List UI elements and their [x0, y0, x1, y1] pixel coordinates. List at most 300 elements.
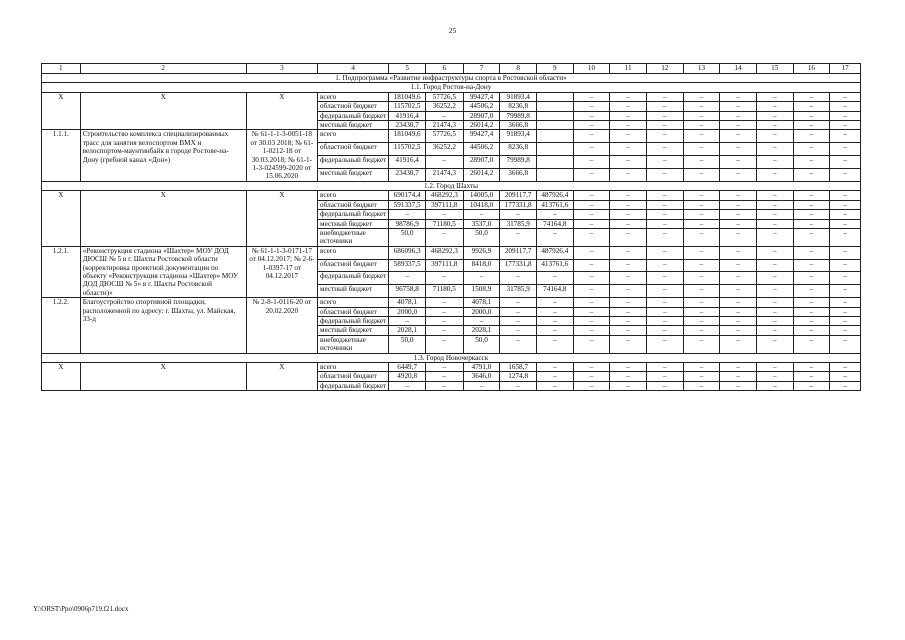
- value-cell: –: [425, 316, 463, 325]
- dash-cell: –: [683, 143, 720, 156]
- dash-cell: –: [830, 130, 861, 143]
- dash-cell: –: [573, 372, 610, 381]
- value-cell: 115702,5: [389, 143, 426, 156]
- value-cell: –: [389, 272, 426, 285]
- dash-cell: –: [793, 169, 830, 182]
- value-cell: 4078,1: [389, 298, 426, 307]
- value-cell: –: [500, 326, 537, 335]
- dash-cell: –: [830, 372, 861, 381]
- dash-cell: –: [573, 210, 610, 219]
- value-cell: 3537,0: [463, 219, 500, 228]
- dash-cell: –: [756, 143, 793, 156]
- dash-cell: –: [830, 92, 861, 101]
- dash-cell: –: [756, 372, 793, 381]
- value-cell: –: [500, 298, 537, 307]
- dash-cell: –: [720, 372, 757, 381]
- table-row: [42, 298, 861, 307]
- row-label: всего: [318, 130, 389, 143]
- dash-cell: –: [573, 272, 610, 285]
- row-label: местный бюджет: [318, 121, 389, 130]
- dash-cell: –: [720, 191, 757, 200]
- column-number: 1: [42, 64, 81, 74]
- value-cell: –: [536, 210, 573, 219]
- dash-cell: –: [573, 246, 610, 259]
- dash-cell: –: [793, 363, 830, 372]
- column-number: 10: [573, 64, 610, 74]
- value-cell: –: [500, 272, 537, 285]
- value-cell: –: [425, 326, 463, 335]
- dash-cell: –: [683, 372, 720, 381]
- dash-cell: –: [573, 335, 610, 353]
- dash-cell: –: [830, 228, 861, 246]
- value-cell: 31785,9: [500, 285, 537, 298]
- value-cell: –: [425, 363, 463, 372]
- item-document: № 61-1-1-3-0051-18 от 30.03 2018; № 61-1-0212-18 от 30.03.2018; № 61-1-1-3-024599-2020 от 15.06.2020: [246, 130, 317, 181]
- dash-cell: –: [646, 169, 683, 182]
- dash-cell: –: [683, 363, 720, 372]
- value-cell: [536, 111, 573, 120]
- dash-cell: –: [610, 169, 647, 182]
- dash-cell: –: [830, 210, 861, 219]
- value-cell: –: [463, 381, 500, 390]
- column-number: 15: [756, 64, 793, 74]
- dash-cell: –: [720, 298, 757, 307]
- dash-cell: –: [830, 219, 861, 228]
- dash-cell: –: [610, 219, 647, 228]
- dash-cell: –: [830, 335, 861, 353]
- value-cell: 8236,8: [500, 102, 537, 111]
- value-cell: 6449,7: [389, 363, 426, 372]
- dash-cell: –: [793, 285, 830, 298]
- dash-cell: –: [830, 200, 861, 209]
- value-cell: –: [500, 335, 537, 353]
- dash-cell: –: [646, 272, 683, 285]
- dash-cell: –: [646, 130, 683, 143]
- value-cell: 96758,8: [389, 285, 426, 298]
- row-label: федеральный бюджет: [318, 156, 389, 169]
- value-cell: –: [425, 228, 463, 246]
- value-cell: 21474,3: [425, 169, 463, 182]
- dash-cell: –: [830, 111, 861, 120]
- value-cell: –: [500, 381, 537, 390]
- value-cell: 591337,5: [389, 200, 426, 209]
- value-cell: 209117,7: [500, 191, 537, 200]
- value-cell: 181049,6: [389, 130, 426, 143]
- dash-cell: –: [830, 363, 861, 372]
- dash-cell: –: [573, 191, 610, 200]
- dash-cell: –: [720, 200, 757, 209]
- column-number: 12: [646, 64, 683, 74]
- budget-table: [41, 63, 861, 391]
- dash-cell: –: [793, 102, 830, 111]
- value-cell: 115702,5: [389, 102, 426, 111]
- section-title: 1.2. Город Шахты: [42, 181, 861, 190]
- dash-cell: –: [756, 121, 793, 130]
- dash-cell: –: [756, 298, 793, 307]
- dash-cell: –: [683, 326, 720, 335]
- dash-cell: –: [830, 259, 861, 272]
- dash-cell: –: [683, 259, 720, 272]
- value-cell: 468292,3: [425, 246, 463, 259]
- value-cell: 397111,8: [425, 200, 463, 209]
- column-number-row: [42, 64, 861, 74]
- dash-cell: –: [720, 259, 757, 272]
- section-row: [42, 353, 861, 362]
- value-cell: –: [425, 307, 463, 316]
- dash-cell: –: [793, 298, 830, 307]
- dash-cell: –: [610, 285, 647, 298]
- dash-cell: –: [610, 381, 647, 390]
- column-number: 2: [80, 64, 246, 74]
- dash-cell: –: [756, 316, 793, 325]
- dash-cell: –: [720, 272, 757, 285]
- dash-cell: –: [610, 246, 647, 259]
- dash-cell: –: [610, 363, 647, 372]
- value-cell: 74164,8: [536, 219, 573, 228]
- dash-cell: –: [830, 272, 861, 285]
- dash-cell: –: [610, 210, 647, 219]
- value-cell: [536, 92, 573, 101]
- value-cell: –: [463, 210, 500, 219]
- row-label: местный бюджет: [318, 169, 389, 182]
- item-number: 1.2.2.: [42, 298, 81, 353]
- dash-cell: –: [830, 191, 861, 200]
- row-label: местный бюджет: [318, 326, 389, 335]
- dash-cell: –: [683, 102, 720, 111]
- x-mark: X: [80, 92, 246, 130]
- row-label: областной бюджет: [318, 102, 389, 111]
- row-label: всего: [318, 363, 389, 372]
- value-cell: 487926,4: [536, 246, 573, 259]
- dash-cell: –: [756, 335, 793, 353]
- dash-cell: –: [830, 121, 861, 130]
- section-title: 1.1. Город Ростов-на-Дону: [42, 83, 861, 92]
- row-label: федеральный бюджет: [318, 316, 389, 325]
- x-mark: X: [246, 363, 317, 391]
- value-cell: 4078,1: [463, 298, 500, 307]
- dash-cell: –: [756, 259, 793, 272]
- row-label: местный бюджет: [318, 285, 389, 298]
- value-cell: 23430,7: [389, 169, 426, 182]
- value-cell: 468292,3: [425, 191, 463, 200]
- value-cell: –: [500, 228, 537, 246]
- dash-cell: –: [720, 130, 757, 143]
- dash-cell: –: [610, 228, 647, 246]
- dash-cell: –: [683, 210, 720, 219]
- dash-cell: –: [793, 156, 830, 169]
- dash-cell: –: [720, 92, 757, 101]
- dash-cell: –: [610, 259, 647, 272]
- dash-cell: –: [610, 372, 647, 381]
- dash-cell: –: [683, 307, 720, 316]
- dash-cell: –: [610, 200, 647, 209]
- value-cell: [536, 130, 573, 143]
- value-cell: 2000,0: [463, 307, 500, 316]
- value-cell: 31785,9: [500, 219, 537, 228]
- value-cell: 26014,2: [463, 121, 500, 130]
- table-row: [42, 130, 861, 143]
- row-label: федеральный бюджет: [318, 111, 389, 120]
- x-mark: X: [246, 191, 317, 246]
- value-cell: 3646,0: [463, 372, 500, 381]
- column-number: 13: [683, 64, 720, 74]
- dash-cell: –: [683, 246, 720, 259]
- dash-cell: –: [573, 228, 610, 246]
- page-number: 25: [448, 26, 457, 35]
- row-label: федеральный бюджет: [318, 381, 389, 390]
- value-cell: –: [536, 381, 573, 390]
- dash-cell: –: [683, 111, 720, 120]
- value-cell: –: [536, 326, 573, 335]
- table-row: [42, 191, 861, 200]
- value-cell: 71180,5: [425, 285, 463, 298]
- item-name: «Реконструкция стадиона «Шахтер» МОУ ДОД ДЮСШ № 5 в г. Шахты Ростовской области (корректировка проектной документации по объекту «Реконструкция стадиона «Шахтер» МОУ ДОД ДЮСШ № 5» в г. Шахты Ростовской области)»: [80, 246, 246, 297]
- dash-cell: –: [646, 259, 683, 272]
- dash-cell: –: [756, 285, 793, 298]
- dash-cell: –: [720, 285, 757, 298]
- value-cell: 181049,6: [389, 92, 426, 101]
- dash-cell: –: [573, 381, 610, 390]
- dash-cell: –: [830, 246, 861, 259]
- value-cell: 4920,8: [389, 372, 426, 381]
- value-cell: 50,0: [389, 228, 426, 246]
- column-number: 5: [389, 64, 426, 74]
- dash-cell: –: [720, 381, 757, 390]
- value-cell: –: [389, 210, 426, 219]
- dash-cell: –: [573, 169, 610, 182]
- value-cell: 91893,4: [500, 130, 537, 143]
- dash-cell: –: [756, 307, 793, 316]
- dash-cell: –: [793, 307, 830, 316]
- value-cell: 36252,2: [425, 102, 463, 111]
- dash-cell: –: [646, 92, 683, 101]
- column-number: 6: [425, 64, 463, 74]
- value-cell: 99427,4: [463, 130, 500, 143]
- value-cell: 1274,8: [500, 372, 537, 381]
- dash-cell: –: [683, 316, 720, 325]
- row-label: внебюджетные источники: [318, 228, 389, 246]
- dash-cell: –: [683, 130, 720, 143]
- column-number: 7: [463, 64, 500, 74]
- dash-cell: –: [720, 111, 757, 120]
- dash-cell: –: [610, 111, 647, 120]
- dash-cell: –: [610, 298, 647, 307]
- column-number: 11: [610, 64, 647, 74]
- section-row: [42, 181, 861, 190]
- dash-cell: –: [720, 210, 757, 219]
- value-cell: 36252,2: [425, 143, 463, 156]
- value-cell: –: [425, 381, 463, 390]
- dash-cell: –: [610, 121, 647, 130]
- dash-cell: –: [830, 143, 861, 156]
- dash-cell: –: [573, 102, 610, 111]
- dash-cell: –: [756, 326, 793, 335]
- value-cell: [536, 121, 573, 130]
- row-label: областной бюджет: [318, 259, 389, 272]
- dash-cell: –: [683, 200, 720, 209]
- table-row: [42, 363, 861, 372]
- table-body: [42, 64, 861, 391]
- x-mark: X: [42, 92, 81, 130]
- dash-cell: –: [610, 92, 647, 101]
- dash-cell: –: [610, 130, 647, 143]
- dash-cell: –: [573, 200, 610, 209]
- dash-cell: –: [646, 219, 683, 228]
- value-cell: 41916,4: [389, 111, 426, 120]
- dash-cell: –: [573, 111, 610, 120]
- value-cell: 44506,2: [463, 143, 500, 156]
- dash-cell: –: [646, 191, 683, 200]
- value-cell: 690174,4: [389, 191, 426, 200]
- value-cell: 209117,7: [500, 246, 537, 259]
- value-cell: –: [425, 111, 463, 120]
- value-cell: 23430,7: [389, 121, 426, 130]
- dash-cell: –: [830, 381, 861, 390]
- dash-cell: –: [793, 219, 830, 228]
- x-mark: X: [80, 363, 246, 391]
- row-label: областной бюджет: [318, 372, 389, 381]
- value-cell: –: [425, 335, 463, 353]
- dash-cell: –: [793, 335, 830, 353]
- value-cell: 177331,8: [500, 259, 537, 272]
- dash-cell: –: [756, 92, 793, 101]
- column-number: 4: [318, 64, 389, 74]
- dash-cell: –: [793, 191, 830, 200]
- value-cell: 177331,8: [500, 200, 537, 209]
- dash-cell: –: [573, 326, 610, 335]
- dash-cell: –: [720, 156, 757, 169]
- column-number: 8: [500, 64, 537, 74]
- value-cell: –: [425, 372, 463, 381]
- row-label: внебюджетные источники: [318, 335, 389, 353]
- dash-cell: –: [646, 381, 683, 390]
- dash-cell: –: [756, 200, 793, 209]
- value-cell: –: [500, 307, 537, 316]
- dash-cell: –: [573, 121, 610, 130]
- dash-cell: –: [610, 335, 647, 353]
- value-cell: 487926,4: [536, 191, 573, 200]
- dash-cell: –: [683, 381, 720, 390]
- dash-cell: –: [756, 210, 793, 219]
- dash-cell: –: [720, 326, 757, 335]
- x-mark: X: [42, 363, 81, 391]
- dash-cell: –: [720, 316, 757, 325]
- dash-cell: –: [646, 228, 683, 246]
- dash-cell: –: [756, 169, 793, 182]
- value-cell: 28907,0: [463, 111, 500, 120]
- value-cell: 2028,1: [463, 326, 500, 335]
- value-cell: –: [389, 381, 426, 390]
- dash-cell: –: [756, 219, 793, 228]
- value-cell: [536, 102, 573, 111]
- dash-cell: –: [683, 191, 720, 200]
- dash-cell: –: [756, 111, 793, 120]
- dash-cell: –: [646, 102, 683, 111]
- dash-cell: –: [720, 121, 757, 130]
- value-cell: –: [536, 272, 573, 285]
- item-name: Благоустройство спортивной площадки, расположенной по адресу: г. Шахты, ул. Майская, 33-д: [80, 298, 246, 353]
- value-cell: 57726,5: [425, 130, 463, 143]
- value-cell: 413761,6: [536, 259, 573, 272]
- row-label: областной бюджет: [318, 200, 389, 209]
- dash-cell: –: [793, 372, 830, 381]
- value-cell: 2000,0: [389, 307, 426, 316]
- file-path-footer: Y:\ORST\Ppo\0906p719.f21.docx: [33, 605, 129, 613]
- section-row: [42, 83, 861, 92]
- column-number: 16: [793, 64, 830, 74]
- dash-cell: –: [683, 285, 720, 298]
- dash-cell: –: [720, 246, 757, 259]
- dash-cell: –: [793, 130, 830, 143]
- value-cell: 3666,8: [500, 169, 537, 182]
- value-cell: 21474,3: [425, 121, 463, 130]
- dash-cell: –: [793, 381, 830, 390]
- dash-cell: –: [683, 92, 720, 101]
- value-cell: –: [425, 272, 463, 285]
- dash-cell: –: [610, 143, 647, 156]
- dash-cell: –: [683, 335, 720, 353]
- value-cell: –: [500, 210, 537, 219]
- value-cell: –: [536, 298, 573, 307]
- value-cell: –: [536, 228, 573, 246]
- dash-cell: –: [756, 130, 793, 143]
- value-cell: 686096,3: [389, 246, 426, 259]
- value-cell: –: [536, 335, 573, 353]
- table-row: [42, 92, 861, 101]
- x-mark: X: [80, 191, 246, 246]
- dash-cell: –: [830, 156, 861, 169]
- value-cell: 9926,9: [463, 246, 500, 259]
- value-cell: –: [536, 316, 573, 325]
- dash-cell: –: [720, 219, 757, 228]
- dash-cell: –: [610, 316, 647, 325]
- dash-cell: –: [610, 156, 647, 169]
- value-cell: 28907,0: [463, 156, 500, 169]
- value-cell: 2028,1: [389, 326, 426, 335]
- value-cell: 3666,8: [500, 121, 537, 130]
- dash-cell: –: [793, 246, 830, 259]
- dash-cell: –: [573, 307, 610, 316]
- dash-cell: –: [793, 92, 830, 101]
- dash-cell: –: [793, 200, 830, 209]
- value-cell: –: [425, 210, 463, 219]
- dash-cell: –: [610, 191, 647, 200]
- value-cell: 413761,6: [536, 200, 573, 209]
- dash-cell: –: [683, 219, 720, 228]
- dash-cell: –: [573, 156, 610, 169]
- dash-cell: –: [646, 363, 683, 372]
- value-cell: 99427,4: [463, 92, 500, 101]
- row-label: местный бюджет: [318, 219, 389, 228]
- value-cell: 26014,2: [463, 169, 500, 182]
- item-name: Строительство комплекса специализированных трасс для занятия велоспортом ВМХ и велоспортом-маунтинбайк в городе Ростове-на-Дону (гребной канал «Дон»): [80, 130, 246, 181]
- value-cell: 397111,8: [425, 259, 463, 272]
- value-cell: –: [425, 156, 463, 169]
- value-cell: –: [536, 307, 573, 316]
- value-cell: 57726,5: [425, 92, 463, 101]
- value-cell: –: [536, 372, 573, 381]
- dash-cell: –: [646, 246, 683, 259]
- dash-cell: –: [683, 156, 720, 169]
- column-number: 14: [720, 64, 757, 74]
- dash-cell: –: [756, 228, 793, 246]
- dash-cell: –: [610, 326, 647, 335]
- dash-cell: –: [573, 92, 610, 101]
- value-cell: [536, 169, 573, 182]
- item-document: № 61-1-1-3-0171-17 от 04.12.2017; № 2-6-1-0397-17 от 04.12.2017: [246, 246, 317, 297]
- value-cell: 1508,9: [463, 285, 500, 298]
- dash-cell: –: [610, 307, 647, 316]
